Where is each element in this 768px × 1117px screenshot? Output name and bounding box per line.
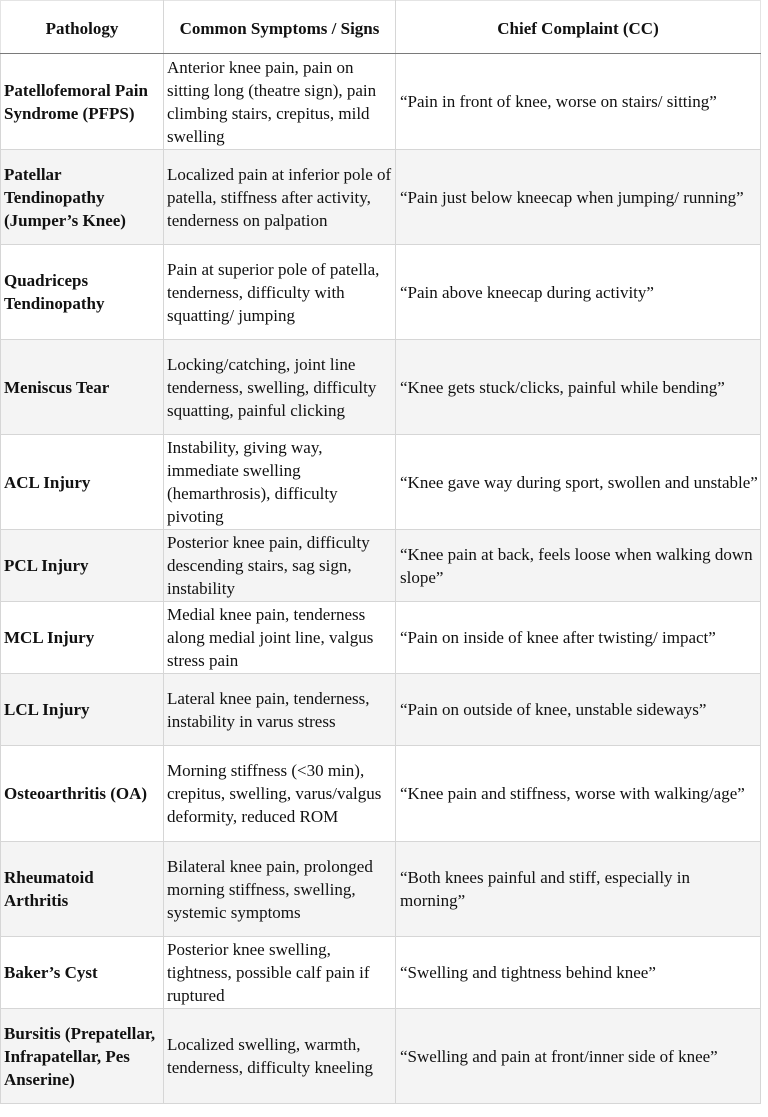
pathology-cell: Patellar Tendinopathy (Jumper’s Knee)	[1, 150, 164, 245]
chief-complaint-cell: “Knee pain and stiffness, worse with walking/age”	[396, 746, 761, 842]
symptoms-cell: Pain at superior pole of patella, tenderness, difficulty with squatting/ jumping	[164, 245, 396, 340]
pathology-cell: Patellofemoral Pain Syndrome (PFPS)	[1, 54, 164, 150]
pathology-cell: Osteoarthritis (OA)	[1, 746, 164, 842]
table-row	[1, 530, 761, 602]
pathology-cell: LCL Injury	[1, 674, 164, 746]
symptoms-cell: Locking/catching, joint line tenderness, swelling, difficulty squatting, painful clicking	[164, 340, 396, 435]
table-row	[1, 245, 761, 340]
table-row	[1, 746, 761, 842]
table-body	[1, 54, 761, 1104]
chief-complaint-cell: “Both knees painful and stiff, especially in morning”	[396, 842, 761, 937]
header-row	[1, 1, 761, 54]
chief-complaint-cell: “Knee pain at back, feels loose when walking down slope”	[396, 530, 761, 602]
table-row	[1, 435, 761, 530]
chief-complaint-cell: “Knee gets stuck/clicks, painful while bending”	[396, 340, 761, 435]
pathology-cell: Meniscus Tear	[1, 340, 164, 435]
table-row	[1, 54, 761, 150]
pathology-cell: Bursitis (Prepatellar, Infrapatellar, Pes Anserine)	[1, 1009, 164, 1104]
symptoms-cell: Posterior knee pain, difficulty descending stairs, sag sign, instability	[164, 530, 396, 602]
chief-complaint-cell: “Knee gave way during sport, swollen and unstable”	[396, 435, 761, 530]
symptoms-cell: Medial knee pain, tenderness along medial joint line, valgus stress pain	[164, 602, 396, 674]
table-row	[1, 1009, 761, 1104]
header-pathology: Pathology	[1, 1, 164, 54]
table-row	[1, 842, 761, 937]
symptoms-cell: Morning stiffness (<30 min), crepitus, swelling, varus/valgus deformity, reduced ROM	[164, 746, 396, 842]
header-chief-complaint: Chief Complaint (CC)	[396, 1, 761, 54]
symptoms-cell: Localized pain at inferior pole of patella, stiffness after activity, tenderness on palpation	[164, 150, 396, 245]
pathology-cell: Quadriceps Tendinopathy	[1, 245, 164, 340]
table-row	[1, 674, 761, 746]
symptoms-cell: Lateral knee pain, tenderness, instability in varus stress	[164, 674, 396, 746]
pathology-cell: Rheumatoid Arthritis	[1, 842, 164, 937]
chief-complaint-cell: “Pain in front of knee, worse on stairs/ sitting”	[396, 54, 761, 150]
chief-complaint-cell: “Pain above kneecap during activity”	[396, 245, 761, 340]
chief-complaint-cell: “Pain on inside of knee after twisting/ impact”	[396, 602, 761, 674]
table-row	[1, 150, 761, 245]
pathology-cell: PCL Injury	[1, 530, 164, 602]
table-header	[1, 1, 761, 54]
symptoms-cell: Instability, giving way, immediate swelling (hemarthrosis), difficulty pivoting	[164, 435, 396, 530]
pathology-cell: Baker’s Cyst	[1, 937, 164, 1009]
chief-complaint-cell: “Pain just below kneecap when jumping/ running”	[396, 150, 761, 245]
pathology-cell: ACL Injury	[1, 435, 164, 530]
symptoms-cell: Posterior knee swelling, tightness, possible calf pain if ruptured	[164, 937, 396, 1009]
chief-complaint-cell: “Swelling and tightness behind knee”	[396, 937, 761, 1009]
table-row	[1, 937, 761, 1009]
symptoms-cell: Anterior knee pain, pain on sitting long (theatre sign), pain climbing stairs, crepitus, mild swelling	[164, 54, 396, 150]
chief-complaint-cell: “Pain on outside of knee, unstable sideways”	[396, 674, 761, 746]
table-row	[1, 340, 761, 435]
pathology-cell: MCL Injury	[1, 602, 164, 674]
chief-complaint-cell: “Swelling and pain at front/inner side of knee”	[396, 1009, 761, 1104]
symptoms-cell: Bilateral knee pain, prolonged morning stiffness, swelling, systemic symptoms	[164, 842, 396, 937]
header-symptoms: Common Symptoms / Signs	[164, 1, 396, 54]
table-row	[1, 602, 761, 674]
symptoms-cell: Localized swelling, warmth, tenderness, difficulty kneeling	[164, 1009, 396, 1104]
